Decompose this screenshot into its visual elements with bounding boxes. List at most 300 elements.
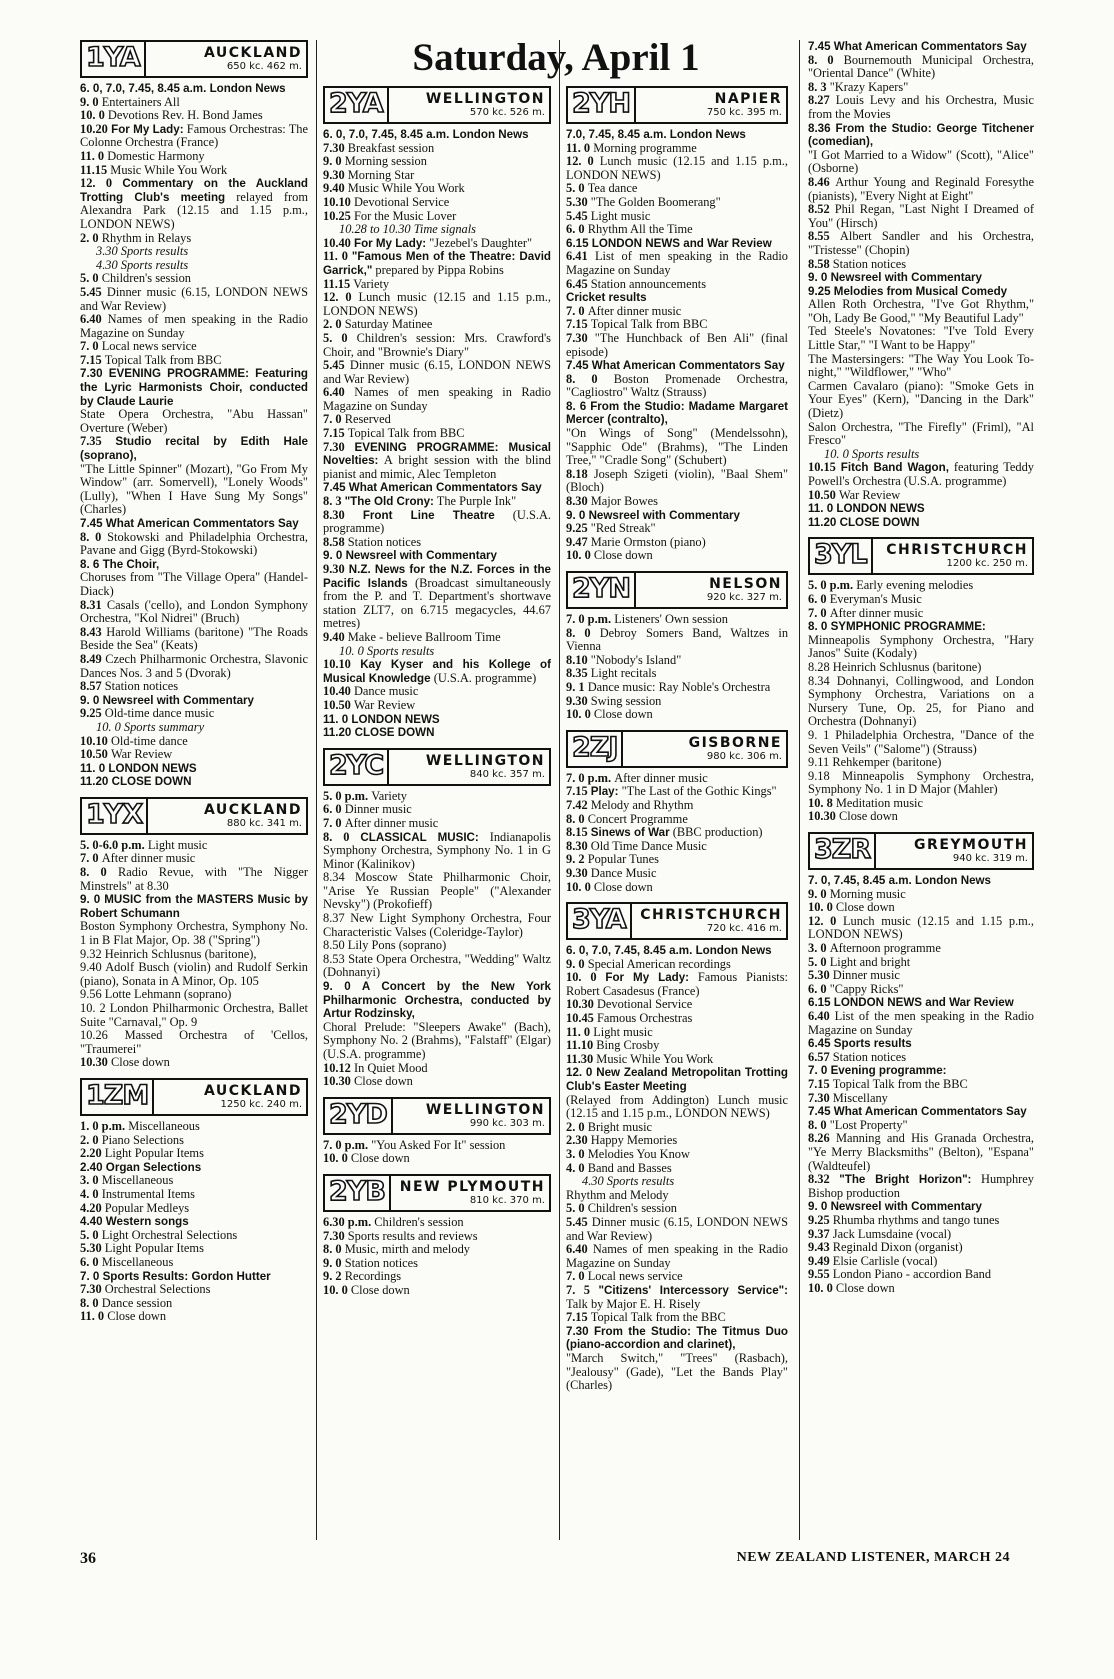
programme-text: Entertainers All	[101, 94, 180, 109]
programme-text: Light music	[593, 1024, 653, 1039]
programme-text: Miscellaneous	[101, 1173, 174, 1188]
programme-item	[808, 969, 1034, 983]
programme-text: Lunch music (12.15 and 1.15 p.m., LONDON NEWS)	[808, 913, 1034, 942]
programme-note: 10. 0 Sports summary	[96, 719, 205, 734]
programme-text: Famous Pianists: Robert Casadesus (France)	[566, 970, 788, 998]
programme-time: 10. 0	[808, 1280, 836, 1295]
programme-item	[566, 1325, 788, 1352]
programme-text: "Cappy Ricks"	[829, 981, 904, 996]
programme-item	[566, 1066, 788, 1093]
programme-text: Station announcements	[590, 276, 707, 291]
programme-time: 6.40	[566, 1242, 593, 1257]
programme-detail: Ted Steele's Novatones: "I've Told Every Little Star," "I Want to be Happy"	[808, 324, 1034, 353]
programme-item	[80, 707, 308, 721]
programme-time: 8.52	[808, 202, 835, 217]
programme-time: 10.10	[323, 194, 354, 209]
programme-time: 9. 0	[323, 980, 362, 994]
programme-time: 8. 3	[323, 494, 345, 509]
station-meta	[636, 573, 786, 607]
station-meta	[389, 88, 549, 122]
programme-time: 8.30	[566, 838, 591, 853]
programme-text: Topical Talk from BBC	[104, 352, 222, 367]
programme-time: 6. 0	[323, 802, 345, 817]
station-call-sign: 1ZM	[82, 1080, 154, 1114]
programme-time: 11. 0	[566, 1024, 594, 1039]
programme-time: 6.30 p.m.	[323, 1214, 375, 1229]
programme-time: 11.20	[323, 726, 355, 740]
programme-time: 7.30	[80, 367, 109, 381]
programme-text: Famous Orchestras: The Colonne Orchestra (France)	[80, 121, 308, 150]
programme-item	[808, 271, 1034, 285]
programme-item	[808, 797, 1034, 811]
programme-text: Dance music: Ray Noble's Orchestra	[587, 679, 771, 694]
programme-time: 3. 0	[808, 941, 830, 956]
programme-text: War Review	[838, 487, 901, 502]
page-footer	[80, 1550, 1010, 1570]
programme-time: 8. 0	[80, 865, 118, 880]
programme-item	[566, 373, 788, 400]
programme-time: 11. 0	[80, 761, 109, 775]
programme-time: 9. 0	[323, 549, 346, 563]
programme-item	[80, 1297, 308, 1311]
programme-time: 10.25	[323, 208, 354, 223]
station-call-sign: 1YA	[82, 42, 146, 76]
station-city: NELSON	[709, 576, 782, 592]
programme-time: 10.30	[323, 1074, 354, 1089]
programme-item	[323, 237, 551, 251]
programme-item	[80, 1056, 308, 1070]
station-city: GREYMOUTH	[914, 837, 1028, 854]
programme-text: List of the men speaking in the Radio Magazine on Sunday	[808, 1009, 1035, 1037]
programme-item	[808, 461, 1034, 488]
programme-text: Dance session	[101, 1295, 173, 1310]
programme-text: "The Last of the Gothic Kings"	[618, 784, 777, 799]
programme-text: Old-time dance	[110, 733, 188, 748]
programme-text: Light and bright	[829, 954, 911, 969]
programme-item	[80, 694, 308, 708]
programme-item	[80, 893, 308, 920]
column-4	[808, 40, 1034, 1295]
programme-text: (U.S.A. programme)	[323, 507, 551, 536]
programme-detail: "I Got Married to a Widow" (Scott), "Alice" (Osborne)	[808, 147, 1034, 176]
programme-text: Dance music	[353, 684, 419, 699]
programme-item	[80, 1161, 308, 1175]
programme-text: A Concert by the New York Philharmonic Orchestra, conducted by Artur Rodzinsky,	[323, 980, 551, 1021]
programme-time: 12. 0	[80, 176, 123, 191]
station-meta	[876, 834, 1032, 868]
programme-text: Reginald Dixon (organist)	[832, 1240, 963, 1255]
programme-item	[323, 631, 551, 645]
programme-item	[808, 1282, 1034, 1296]
station-call-sign: 3ZR	[810, 834, 876, 868]
programme-item	[323, 1284, 551, 1298]
station-call-sign: 3YL	[810, 539, 873, 573]
programme-note: 10. 0 Sports results	[824, 446, 920, 461]
programme-item	[566, 182, 788, 196]
programme-text: Bournemouth Municipal Orchestra, "Oriental Dance" (White)	[808, 52, 1034, 81]
column-2	[323, 86, 551, 1298]
station-city: WELLINGTON	[425, 752, 545, 769]
programme-time: 10.15	[808, 460, 841, 475]
programme-text: Rhumba rhythms and tango tunes	[832, 1212, 1000, 1227]
programme-time: 11.15	[323, 276, 354, 291]
programme-time: 8.26	[808, 1131, 836, 1146]
programme-highlight: "The Old Crony:	[344, 495, 434, 509]
programme-text: For the Music Lover	[353, 208, 457, 223]
programme-detail: (Relayed from Addington) Lunch music (12.15 and 1.15 p.m., LONDON NEWS)	[566, 1092, 788, 1121]
programme-text: (U.S.A. programme)	[430, 670, 537, 685]
programme-item	[808, 81, 1034, 95]
programme-time: 10.40	[323, 235, 354, 250]
programme-text: Newsreel with Commentary	[830, 1200, 982, 1214]
station-frequency: 750 kc. 395 m.	[706, 107, 782, 118]
programme-text: What American Commentators Say	[833, 1105, 1027, 1119]
programme-time: 8. 0	[80, 529, 108, 544]
programme-item	[808, 607, 1034, 621]
programme-time: 12. 0	[566, 1066, 597, 1080]
programme-item	[80, 150, 308, 164]
programme-time: 12. 0	[323, 290, 359, 305]
programme-time: 6. 0	[566, 222, 588, 237]
programme-item	[566, 853, 788, 867]
programme-text: Joseph Szigeti (violin), "Baal Shem" (Bloch)	[566, 466, 789, 495]
programme-time: 7.30	[566, 330, 595, 345]
programme-item	[566, 681, 788, 695]
programme-item	[80, 1256, 308, 1270]
programme-item	[566, 318, 788, 332]
programme-text: Jack Lumsdaine (vocal)	[832, 1226, 952, 1241]
programme-item	[80, 1174, 308, 1188]
programme-time: 7. 0, 7.45, 8.45 a.m.	[808, 874, 915, 888]
programme-time: 7.30	[80, 1282, 105, 1297]
programme-time: 6. 0	[808, 981, 830, 996]
programme-text: London News	[915, 874, 991, 888]
programme-text: Devotional Service	[596, 997, 693, 1012]
programme-item	[80, 1120, 308, 1134]
programme-time: 8.30	[323, 507, 363, 522]
programme-item	[323, 817, 551, 831]
programme-detail: 10.26 Massed Orchestra of 'Cellos, "Traumerei"	[80, 1028, 308, 1056]
programme-text: War Review	[353, 697, 416, 712]
programme-time: 9.25	[808, 284, 834, 298]
column-rule	[316, 40, 317, 1540]
programme-time: 11. 0	[808, 502, 837, 516]
programme-time: 6. 0	[808, 591, 830, 606]
station-city: NAPIER	[714, 91, 782, 107]
programme-time: 10. 0	[323, 1151, 351, 1166]
programme-text: Listeners' Own session	[614, 612, 728, 626]
programme-detail: The Mastersingers: "The Way You Look To-night," "Wildflower," "Who"	[808, 351, 1034, 380]
programme-item	[808, 1132, 1034, 1173]
programme-time: 7.15	[323, 426, 348, 441]
station-header	[323, 86, 551, 124]
programme-note: 3.30 Sports results	[96, 244, 189, 259]
programme-item	[80, 762, 308, 776]
programme-text: Indianapolis Symphony Orchestra, Symphony No. 1 in G Minor (Kalinikov)	[323, 829, 551, 871]
programme-time: 9.55	[808, 1267, 833, 1282]
programme-item	[808, 593, 1034, 607]
programme-item	[808, 1173, 1034, 1200]
programme-item	[80, 354, 308, 368]
programme-time: 1. 0 p.m.	[80, 1118, 129, 1133]
programme-time: 7.45	[323, 481, 349, 495]
programme-time: 10. 0	[566, 548, 594, 563]
station-meta	[146, 42, 306, 76]
programme-time: 8.15	[566, 825, 591, 840]
programme-highlight: For My Lady:	[605, 971, 690, 985]
programme-time: 8. 0	[808, 52, 844, 67]
programme-text: London Piano - accordion Band	[832, 1267, 992, 1282]
programme-item	[80, 531, 308, 558]
programme-item	[80, 164, 308, 178]
programme-time: 8.46	[808, 174, 836, 189]
programme-time: 10.20	[80, 121, 112, 136]
programme-time: 2. 0	[323, 317, 345, 332]
programme-detail: Cricket results	[566, 291, 647, 305]
programme-text: Popular Tunes	[587, 852, 659, 867]
programme-time: 6.40	[80, 312, 108, 327]
programme-item	[80, 272, 308, 286]
programme-item	[566, 944, 788, 958]
programme-text: Dinner music (6.15, LONDON NEWS and War Review)	[566, 1214, 789, 1243]
programme-time: 10.12	[323, 1060, 354, 1075]
programme-time: 6.15	[808, 996, 834, 1010]
programme-item	[566, 799, 788, 813]
programme-time: 8.58	[808, 256, 833, 271]
programme-text: Rhythm in Relays	[101, 230, 192, 245]
programme-item	[808, 1255, 1034, 1269]
programme-item	[808, 810, 1034, 824]
station-call-sign: 3YA	[568, 904, 632, 938]
programme-time: 6.45	[566, 276, 591, 291]
programme-time: 8. 0	[808, 620, 831, 634]
programme-item	[808, 956, 1034, 970]
programme-text: Station notices	[344, 1255, 418, 1270]
programme-time: 11. 0	[566, 140, 594, 155]
programme-item	[80, 1202, 308, 1216]
programme-item	[80, 232, 308, 246]
programme-item	[808, 489, 1034, 503]
programme-detail: Choral Prelude: "Sleepers Awake" (Bach), Symphony No. 2 (Brahms), "Falstaff" (Elgar) (U.S.A. programme)	[323, 1019, 551, 1061]
programme-item	[566, 1284, 788, 1311]
programme-item	[323, 563, 551, 631]
programme-time: 9.37	[808, 1226, 833, 1241]
programme-time: 10.50	[808, 487, 839, 502]
programme-time: 9.25	[566, 521, 591, 536]
programme-text: CLOSE DOWN	[839, 515, 920, 529]
programme-text: Light Orchestral Selections	[101, 1227, 238, 1242]
programme-text: Light recitals	[590, 666, 657, 681]
programme-time: 9. 0	[808, 271, 831, 285]
programme-text: Light music	[147, 837, 208, 852]
programme-highlight: "Famous Men of the Theatre: David Garrick,"	[323, 250, 551, 277]
programme-time: 11. 0	[323, 249, 352, 264]
programme-item	[566, 468, 788, 495]
programme-text: "The Golden Boomerang"	[590, 194, 721, 209]
programme-text: Happy Memories	[590, 1133, 678, 1148]
programme-time: 8.31	[80, 597, 107, 612]
programme-text: What American Commentators Say	[348, 481, 542, 495]
programme-item	[566, 1148, 788, 1162]
programme-time: 5.30	[566, 194, 591, 209]
station-header	[808, 537, 1034, 575]
programme-time: 11. 0	[323, 712, 352, 726]
programme-item	[566, 613, 788, 627]
programme-item	[323, 1257, 551, 1271]
programme-time: 5. 0	[80, 271, 102, 286]
programme-text: Swing session	[590, 693, 662, 708]
programme-highlight: Kay Kyser and his Kollege of Musical Knowledge	[323, 658, 551, 685]
programme-time: 7.15	[566, 1310, 591, 1325]
programme-detail: "March Switch," "Trees" (Rasbach), "Jealousy" (Gade), "Let the Bands Play" (Charles)	[566, 1350, 788, 1393]
programme-item	[80, 558, 308, 572]
programme-text: Children's session	[374, 1214, 464, 1229]
programme-item	[566, 785, 788, 799]
programme-time: 10.30	[808, 809, 839, 824]
station-header	[566, 902, 788, 940]
column-3	[566, 86, 788, 1393]
programme-text: Piano Selections	[101, 1132, 184, 1147]
programme-time: 6. 0, 7.0, 7.45, 8.45 a.m.	[80, 82, 210, 95]
programme-text: What American Commentators Say	[833, 40, 1027, 53]
programme-item	[323, 427, 551, 441]
programme-item	[323, 980, 551, 1021]
programme-text: Light Popular Items	[104, 1241, 204, 1256]
programme-time: 6.57	[808, 1049, 833, 1064]
programme-text: relayed from Alexandra Park (12.15 and 1.15 p.m., LONDON NEWS)	[80, 189, 308, 231]
programme-text: From the Studio: Madame Margaret Mercer (contralto),	[566, 399, 789, 427]
programme-text: Boston Promenade Orchestra, "Cagliostro" Waltz (Strauss)	[566, 371, 788, 400]
programme-item	[323, 210, 551, 224]
programme-text: Variety	[371, 788, 407, 803]
programme-text: featuring Teddy Powell's Orchestra (U.S.A. programme)	[808, 460, 1034, 488]
programme-text: London News	[669, 128, 746, 141]
programme-item	[323, 726, 551, 740]
programme-text: War Review	[110, 747, 173, 762]
programme-item	[566, 772, 788, 786]
programme-item	[566, 881, 788, 895]
station-header	[323, 1174, 551, 1212]
programme-time: 9.30	[323, 167, 348, 182]
programme-item	[323, 1270, 551, 1284]
programme-item	[323, 495, 551, 509]
programme-highlight: For My Lady:	[353, 236, 427, 250]
station-frequency: 570 kc. 526 m.	[469, 107, 545, 118]
programme-time: 5. 0	[323, 330, 357, 345]
programme-time: 5. 0	[808, 954, 830, 969]
programme-text: From the Studio: The Titmus Duo (piano-accordion and clarinet),	[566, 1324, 788, 1352]
programme-text: Organ Selections	[105, 1160, 202, 1174]
programme-item	[566, 627, 788, 654]
programme-text: Topical Talk from BBC	[347, 426, 465, 441]
programme-highlight: "Citizens' Intercessory Service":	[598, 1283, 788, 1297]
programme-text: Debroy Somers Band, Waltzes in Vienna	[566, 625, 789, 654]
station-call-sign: 2ZJ	[568, 732, 623, 766]
programme-item	[808, 40, 1034, 54]
programme-item	[323, 169, 551, 183]
programme-item	[566, 495, 788, 509]
programme-detail: 10. 2 London Philharmonic Orchestra, Ballet Suite "Carnaval," Op. 9	[80, 1001, 308, 1029]
programme-text: Dinner music (6.15, LONDON NEWS and War Review)	[323, 358, 552, 386]
programme-item	[566, 840, 788, 854]
programme-item	[80, 82, 308, 96]
programme-item	[323, 196, 551, 210]
programme-item	[323, 658, 551, 685]
programme-text: Stokowski and Philadelphia Orchestra, Pavane and Gigg (Byrd-Stokowski)	[80, 529, 308, 558]
programme-time: 8.10	[566, 652, 591, 667]
programme-item	[808, 230, 1034, 257]
programme-detail: 9.56 Lotte Lehmann (soprano)	[80, 987, 232, 1002]
programme-time: 5.45	[566, 1214, 592, 1229]
programme-text: Close down	[107, 1309, 167, 1324]
programme-item	[80, 735, 308, 749]
page-number: 36	[80, 1550, 96, 1567]
programme-item	[80, 680, 308, 694]
programme-time: 7. 0	[80, 1269, 103, 1283]
programme-time: 6.15	[566, 236, 592, 250]
programme-item	[80, 1134, 308, 1148]
programme-item	[808, 94, 1034, 121]
programme-item	[323, 332, 551, 359]
programme-item	[323, 1230, 551, 1244]
programme-time: 9. 0	[566, 508, 589, 522]
programme-item	[323, 831, 551, 872]
programme-time: 9. 0	[808, 1200, 831, 1214]
programme-text: Harold Williams (baritone) "The Roads Beside the Sea" (Keats)	[80, 624, 308, 653]
programme-text: "The Hunchback of Ben Ali" (final episode)	[566, 330, 789, 359]
programme-time: 5.45	[566, 208, 591, 223]
programme-text: Radio Revue, with "The Nigger Minstrels" at 8.30	[80, 865, 309, 893]
programme-text: Arthur Young and Reginald Foresythe (pianists), "Every Night at Eight"	[808, 174, 1034, 203]
programme-text: Newsreel with Commentary	[102, 693, 254, 707]
programme-item	[323, 790, 551, 804]
programme-time: 7.15	[808, 1076, 833, 1091]
programme-text: Talk by Major E. H. Risely	[566, 1296, 701, 1311]
programme-text: Old Time Dance Music	[590, 838, 707, 853]
programme-time: 6.40	[808, 1009, 835, 1023]
programme-time: 5. 0	[566, 1201, 588, 1216]
station-call-sign: 2YD	[325, 1099, 393, 1133]
programme-time: 6. 0	[80, 1254, 102, 1269]
programme-time: 7. 0 p.m.	[566, 612, 615, 626]
programme-text: Western songs	[105, 1215, 189, 1229]
programme-detail: Carmen Cavalaro (piano): "Smoke Gets in Your Eyes" (Kern), "Dancing in the Dark" (Dietz)	[808, 378, 1034, 421]
programme-text: After dinner music	[344, 815, 439, 830]
programme-text: Variety	[353, 276, 390, 291]
programme-detail: 9.18 Minneapolis Symphony Orchestra, Symphony No. 1 in D Major (Mahler)	[808, 768, 1034, 797]
programme-time: 7. 0	[808, 605, 830, 620]
programme-item	[808, 1037, 1034, 1051]
programme-item	[80, 313, 308, 340]
programme-highlight: Commentary on the Auckland Trotting Club's meeting	[80, 177, 308, 204]
programme-time: 8.36	[808, 121, 836, 135]
programme-time: 10.10	[80, 733, 111, 748]
programme-time: 8.43	[80, 624, 107, 639]
programme-time: 9. 0	[566, 956, 588, 971]
programme-text: Names of men speaking in the Radio Magazine on Sunday	[80, 312, 308, 340]
station-header	[566, 86, 788, 124]
programme-text: Morning session	[344, 154, 427, 169]
programme-item	[80, 367, 308, 408]
programme-time: 7. 0	[80, 851, 102, 866]
programme-item	[808, 1241, 1034, 1255]
programme-text: Miscellaneous	[101, 1254, 174, 1269]
programme-item	[323, 278, 551, 292]
programme-time: 5.45	[323, 358, 350, 373]
programme-text: Close down	[350, 1282, 410, 1297]
programme-time: 8.35	[566, 666, 591, 681]
programme-time: 3. 0	[566, 1147, 588, 1161]
